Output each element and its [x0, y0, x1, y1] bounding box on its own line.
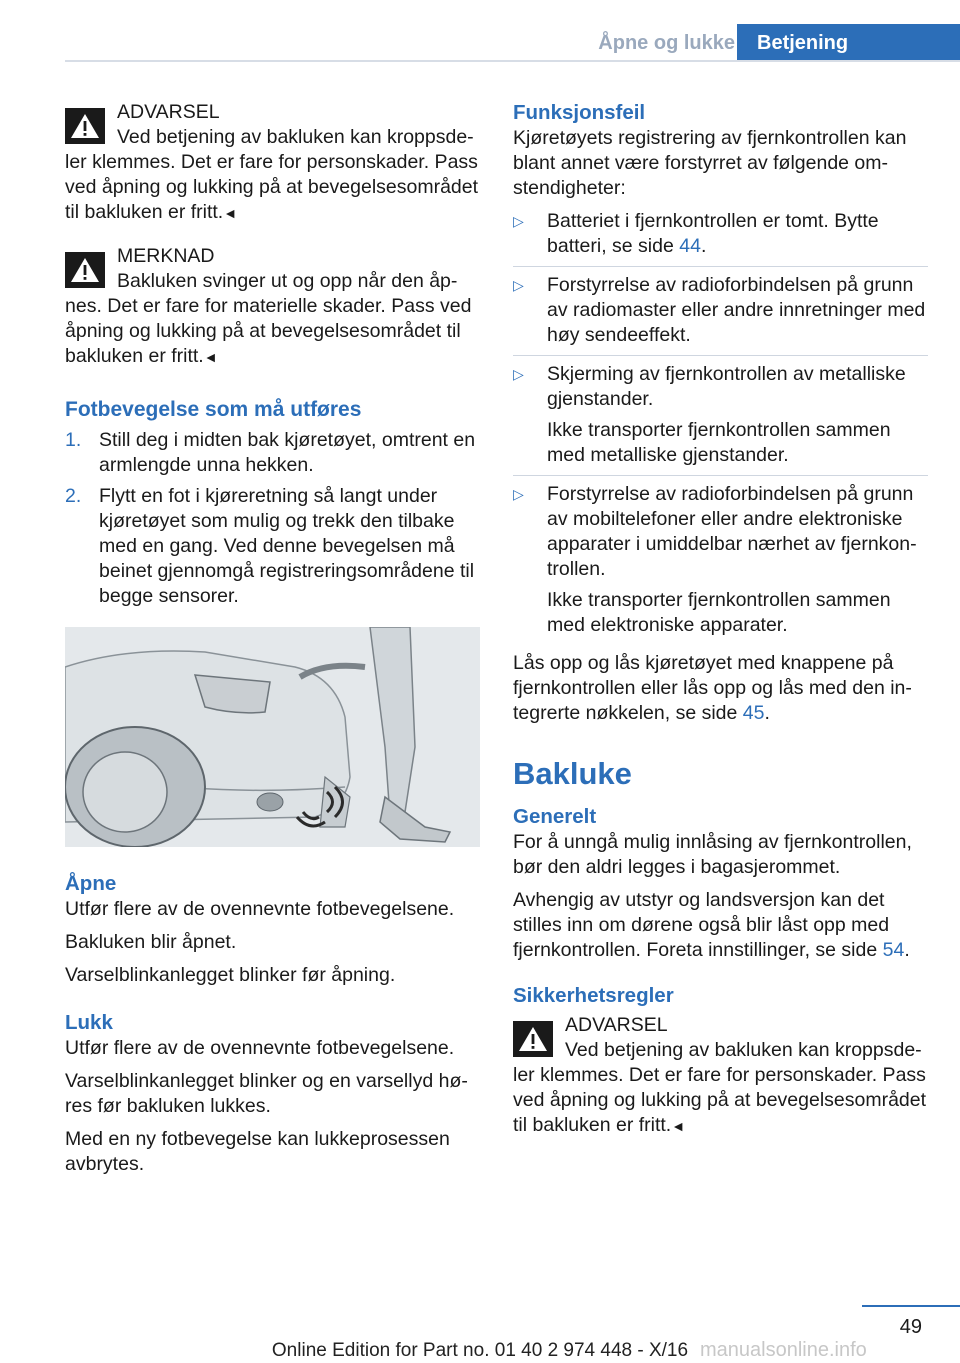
list-item [513, 362, 928, 476]
page-link[interactable]: 45 [742, 702, 765, 724]
section-heading-malfunction: Funksjonsfeil [513, 101, 646, 124]
section-heading-open: Åpne [65, 872, 117, 895]
chapter-heading-tailgate: Bakluke [513, 756, 632, 791]
paragraph: Varselblinkanlegget blinker før åpning. [65, 964, 396, 986]
note-title: ADVARSEL [565, 1014, 668, 1036]
header-section-title: Åpne og lukke [598, 32, 735, 54]
general-text: Avhengig av utstyr og landsversjon kan det stilles inn om dørene også blir låst opp med fjernkontrollen. Foreta innstillinger, se side [513, 889, 890, 961]
note-title: ADVARSEL [117, 101, 220, 123]
step-text: Still deg i midten bak kjøretøyet, omtrent en armlengde unna hekken. [99, 429, 476, 476]
triangle-bullet-icon: ▷ [513, 277, 524, 293]
end-mark: ◄ [223, 205, 238, 221]
warning-icon [65, 108, 105, 144]
paragraph: Utfør flere av de ovennevnte fotbevegelsene. [65, 898, 455, 920]
end-mark: ◄ [671, 1118, 686, 1134]
list-item [513, 209, 928, 267]
general-text-end: . [904, 939, 910, 961]
note-text: Ved betjening av bakluken kan kroppsdeler klemmes. Det er fare for personskader. Pass ved åpning og lukking på at bevegelsesområdet til bakluken er fritt. [513, 1039, 927, 1136]
page-number: 49 [899, 1316, 922, 1338]
page-link[interactable]: 54 [882, 939, 905, 961]
paragraph: Kjøretøyets registrering av fjernkontrollen kan blant annet være forstyrret av følgende omstendigheter: [513, 127, 907, 199]
list-item [65, 428, 480, 478]
paragraph: Bakluken blir åpnet. [65, 931, 237, 953]
warning-note [513, 1013, 928, 1139]
paragraph [513, 651, 928, 726]
list-item [513, 482, 928, 645]
header-chapter-tab: Betjening [737, 24, 960, 62]
section-heading-safety: Sikkerhetsregler [513, 984, 674, 1007]
step-text: Flytt en fot i kjøreretning så langt under kjøretøyet som mulig og trekk den tilbake med en gang. Ved denne bevegelsen må beinet gjennomgå registreringsområdene til begge sensorer. [99, 485, 475, 607]
bullet-text: Skjerming av fjernkontrollen av metalliske gjenstander. [547, 363, 906, 410]
paragraph [513, 888, 928, 963]
triangle-bullet-icon: ▷ [513, 213, 524, 229]
warning-icon [65, 252, 105, 288]
page-link[interactable]: 44 [679, 235, 701, 257]
paragraph: Utfør flere av de ovennevnte fotbevegelsene. [65, 1037, 455, 1059]
bullet-text: Forstyrrelse av radioforbindelsen på grunn av radiomaster eller andre innretninger med høy sendeeffekt. [547, 274, 926, 346]
bullet-text: Batteriet i fjernkontrollen er tomt. Bytte batteri, se side [547, 210, 879, 257]
notice-note [65, 244, 480, 370]
section-heading-foot-movement: Fotbevegelse som må utføres [65, 398, 362, 421]
tailgate-illustration [65, 627, 480, 847]
step-list [65, 428, 480, 609]
end-mark: ◄ [203, 349, 218, 365]
list-item [65, 484, 480, 609]
section-heading-general: Generelt [513, 805, 597, 828]
note-text: Ved betjening av bakluken kan kroppsdeler klemmes. Det er fare for personskader. Pass ved åpning og lukking på at bevegelsesområdet til bakluken er fritt. [65, 126, 479, 223]
note-title: MERKNAD [117, 245, 215, 267]
left-column [65, 100, 480, 1185]
lock-text-end: . [764, 702, 770, 724]
step-number: 1. [65, 429, 82, 451]
paragraph: For å unngå mulig innlåsing av fjernkontrollen, bør den aldri legges i bagasjerommet. [513, 831, 912, 878]
bullet-text-end: . [700, 235, 707, 257]
triangle-bullet-icon: ▷ [513, 486, 524, 502]
triangle-bullet-icon: ▷ [513, 366, 524, 382]
bullet-extra-text: Ikke transporter fjernkontrollen sammen med elektroniske apparater. [547, 589, 891, 636]
edition-note: Online Edition for Part no. 01 40 2 974 448 - X/16 [271, 1340, 689, 1361]
warning-note [65, 100, 480, 226]
list-item [513, 273, 928, 356]
section-heading-close: Lukk [65, 1011, 113, 1034]
bullet-text: Forstyrrelse av radioforbindelsen på grunn av mobiltelefoner eller andre elektroniske apparater i umiddelbar nærhet av fjernkontrollen. [547, 483, 917, 580]
bullet-extra-text: Ikke transporter fjernkontrollen sammen med metalliske gjenstander. [547, 419, 891, 466]
paragraph: Varselblinkanlegget blinker og en varsellyd høres før bakluken lukkes. [65, 1070, 468, 1117]
note-text: Bakluken svinger ut og opp når den åpnes. Det er fare for materielle skader. Pass ved åpning og lukking på at bevegelsesområdet til bakluken er fritt. [65, 270, 472, 367]
malfunction-list [513, 209, 928, 645]
watermark: manualsonline.info [700, 1339, 867, 1361]
lock-text: Lås opp og lås kjøretøyet med knappene på fjernkontrollen eller lås opp og lås med den integrerte nøkkelen, se side [513, 652, 912, 724]
right-column [513, 100, 928, 1157]
step-number: 2. [65, 485, 82, 507]
header-rule [65, 60, 960, 62]
warning-icon [513, 1021, 553, 1057]
footer-rule [862, 1305, 960, 1307]
paragraph: Med en ny fotbevegelse kan lukkeprosessen avbrytes. [65, 1128, 450, 1175]
